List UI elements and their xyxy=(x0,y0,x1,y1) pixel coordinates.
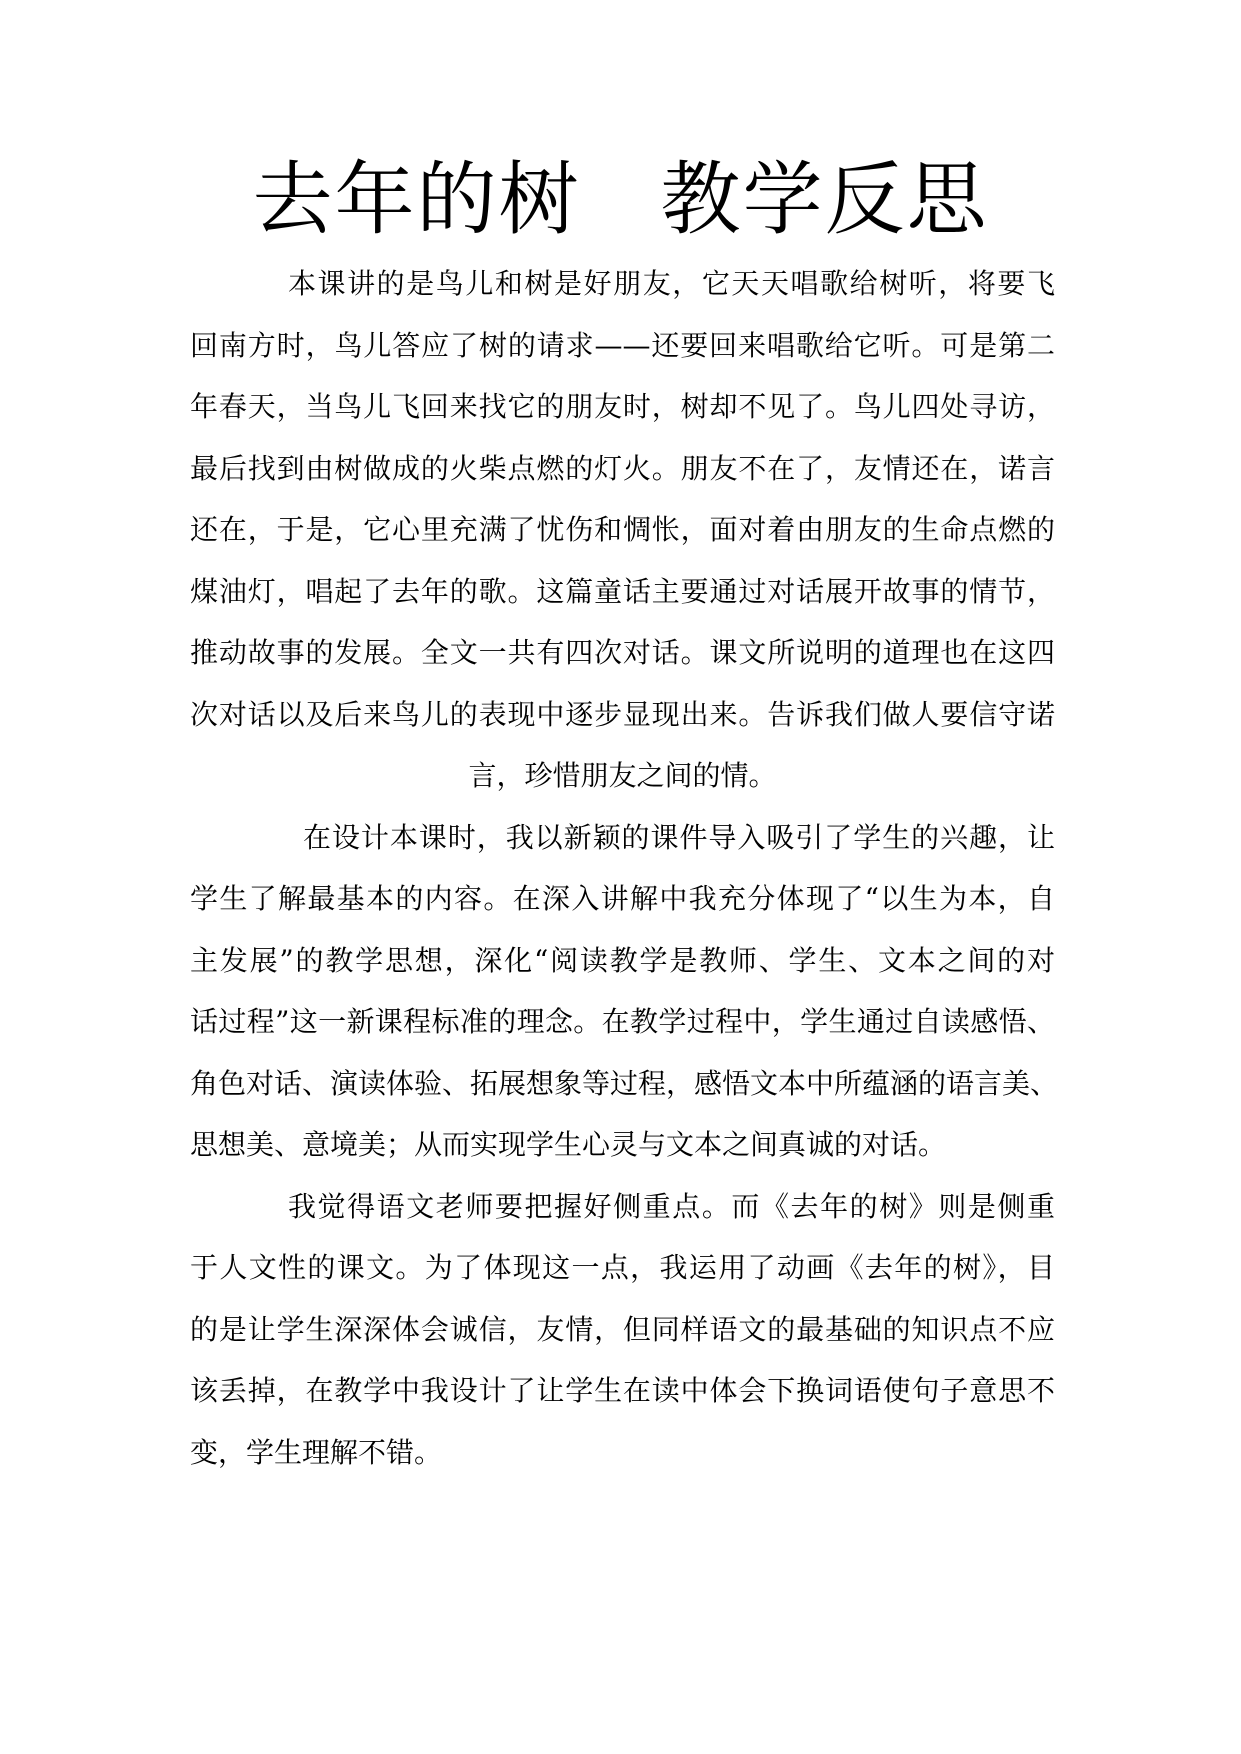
text-line: 思想美、意境美；从而实现学生心灵与文本之间真诚的对话。 xyxy=(190,1128,947,1161)
text-line: 变，学生理解不错。 xyxy=(190,1435,443,1469)
text-line: 推动故事的发展。全文一共有四次对话。课文所说明的道理也在这四 xyxy=(190,636,1055,669)
text-line: 角色对话、演读体验、拓展想象等过程，感悟文本中所蕴涵的语言美、 xyxy=(190,1066,1059,1100)
text-line: 回南方时，鸟儿答应了树的请求——还要回来唱歌给它听。可是第二 xyxy=(190,328,1055,362)
text-line: 本课讲的是鸟儿和树是好朋友，它天天唱歌给树听，将要飞 xyxy=(288,267,1055,300)
text-line: 年春天，当鸟儿飞回来找它的朋友时，树却不见了。鸟儿四处寻访， xyxy=(190,390,1055,423)
text-line: 于人文性的课文。为了体现这一点，我运用了动画《去年的树》，目 xyxy=(190,1251,1055,1284)
text-line: 次对话以及后来鸟儿的表现中逐步显现出来。告诉我们做人要信守诺 xyxy=(190,697,1055,731)
text-line: 在设计本课时，我以新颖的课件导入吸引了学生的兴趣，让 xyxy=(303,820,1055,854)
text-line: 最后找到由树做成的火柴点燃的灯火。朋友不在了，友情还在，诺言 xyxy=(190,451,1055,485)
document-title xyxy=(0,150,1241,250)
document-body xyxy=(190,253,1059,1483)
title-part-2: 教学反思 xyxy=(660,153,989,246)
text-line: 言，珍惜朋友之间的情。 xyxy=(468,759,777,792)
text-line: 该丢掉，在教学中我设计了让学生在读中体会下换词语使句子意思不 xyxy=(190,1374,1055,1407)
paragraph-1 xyxy=(190,253,1055,807)
text-line: 主发展”的教学思想，深化“阅读教学是教师、学生、文本之间的对 xyxy=(190,943,1055,977)
text-line: 学生了解最基本的内容。在深入讲解中我充分体现了“以生为本，自 xyxy=(190,882,1055,915)
text-line: 的是让学生深深体会诚信，友情，但同样语文的最基础的知识点不应 xyxy=(190,1312,1055,1346)
text-line: 我觉得语文老师要把握好侧重点。而《去年的树》则是侧重 xyxy=(288,1189,1055,1223)
text-line: 话过程”这一新课程标准的理念。在教学过程中，学生通过自读感悟、 xyxy=(190,1005,1055,1038)
paragraph-2 xyxy=(190,807,1059,1176)
text-line: 还在，于是，它心里充满了忧伤和惆怅，面对着由朋友的生命点燃的 xyxy=(190,513,1055,546)
text-line: 煤油灯，唱起了去年的歌。这篇童话主要通过对话展开故事的情节， xyxy=(190,574,1055,608)
title-part-1: 去年的树 xyxy=(252,153,581,246)
paragraph-3 xyxy=(190,1176,1055,1484)
